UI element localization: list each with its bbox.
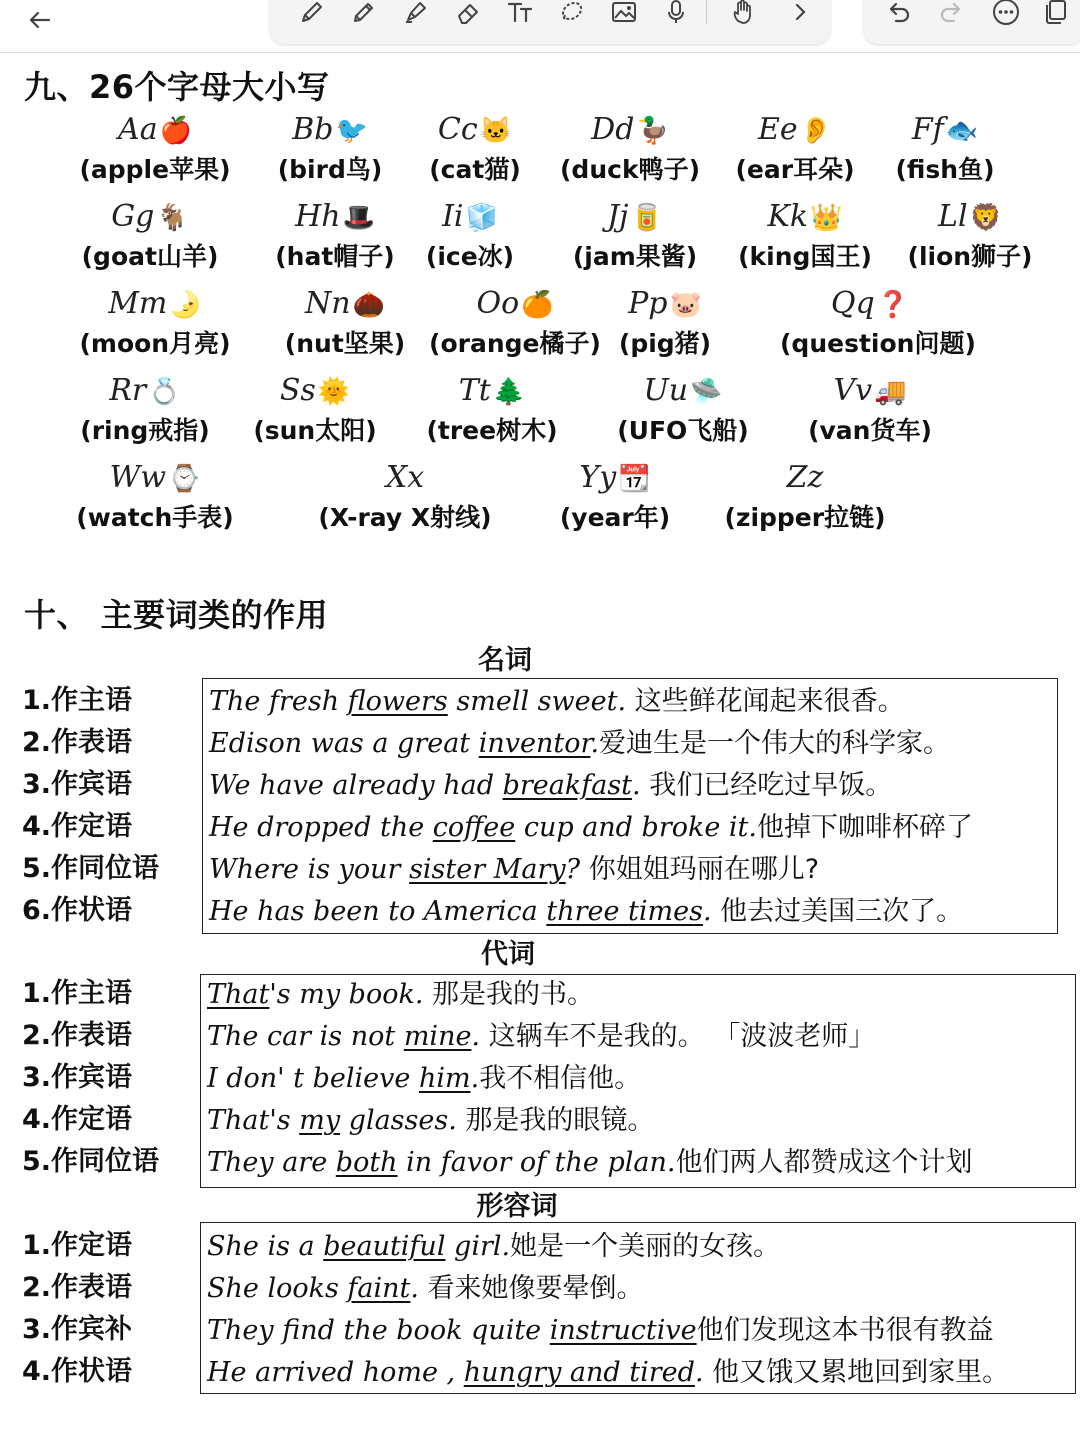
alphabet-item [65,110,245,190]
alphabet-item [315,458,495,538]
underlined-word: hungry and tired [463,1357,695,1388]
section10-title: 十、 主要词类的作用 [24,596,329,634]
alphabet-word: (hat帽子) [275,242,395,271]
emoji-icon: 🌞 [317,377,351,407]
alphabet-item [525,458,705,538]
example-sentence [209,681,905,723]
alphabet-word: (question问题) [780,329,976,358]
emoji-icon: 🌛 [169,290,202,320]
alphabet-letter [65,458,245,498]
sentence-text: He dropped the [209,812,433,843]
sentence-text: I don' t believe [207,1063,419,1094]
example-box [200,974,1076,1188]
alphabet-word: (goat山羊) [81,242,219,271]
underlined-word: instructive [549,1315,697,1346]
alphabet-item [880,197,1060,277]
sentence-text: . [471,1021,489,1052]
sentence-text: cup and broke it. [515,812,757,843]
sentence-text: glasses. [340,1105,466,1136]
example-sentence [207,1142,972,1184]
emoji-icon: 🦁 [969,203,1002,233]
alphabet-item [65,458,245,538]
alphabet-letter [65,284,245,324]
hand-icon[interactable] [724,0,764,30]
sentence-text: Edison was a great [209,728,479,759]
underlined-word: inventor [478,728,591,759]
sentence-text: The fresh [209,686,348,717]
role-label: 5.作同位语 [22,853,160,884]
alphabet-letter [315,458,495,498]
alphabet-word: (ice冰) [425,242,515,271]
alphabet-letter [715,197,895,237]
emoji-icon: 🐐 [156,203,189,233]
role-label: 4.作定语 [22,1104,133,1135]
alphabet-letter [715,458,895,498]
example-box [202,678,1058,934]
letter-pair: Vv [833,373,873,408]
letter-pair: Ee [757,112,798,147]
example-sentence [209,765,892,807]
emoji-icon: 🐱 [479,116,513,146]
emoji-icon: 🥫 [630,203,663,233]
alphabet-letter [60,197,240,237]
eraser-icon[interactable] [448,0,488,30]
chinese-translation: 这辆车不是我的。 「波波老师」 [488,1021,876,1052]
underlined-word: faint [347,1273,411,1304]
alphabet-word: (watch手表) [76,503,234,532]
alphabet-item [380,197,560,277]
example-sentence [207,1310,994,1352]
emoji-icon: 🧊 [465,203,498,233]
letter-pair: Kk [767,199,809,234]
alphabet-word: (moon月亮) [79,329,231,358]
role-label: 3.作宾补 [22,1314,133,1345]
underlined-word: both [335,1147,398,1178]
alphabet-item [402,371,582,451]
letter-pair: Yy [579,460,617,495]
underlined-word: mine [403,1021,472,1052]
alphabet-word: (year年) [559,503,671,532]
alphabet-item [60,197,240,277]
sentence-text: . [702,896,721,927]
letter-pair: Aa [118,112,158,147]
chinese-translation: 他们发现这本书很有教益 [696,1315,994,1346]
alphabet-item [593,371,773,451]
actions-pill [864,0,1080,44]
sentence-text: ? [565,854,589,885]
chinese-translation: 我们已经吃过早饭。 [649,770,893,801]
example-sentence [207,1352,1009,1394]
alphabet-word: (zipper拉链) [724,503,886,532]
letter-pair: Pp [628,286,668,321]
underlined-word: three times [546,896,703,927]
chinese-translation: 他们两人都赞成这个计划 [675,1147,973,1178]
emoji-icon: 🍊 [521,290,554,320]
sentence-text: . [470,1063,480,1094]
sentence-text: We have already had [209,770,503,801]
chinese-translation: 他掉下咖啡杯碎了 [756,812,973,843]
underlined-word: him [418,1063,471,1094]
sentence-text: They are [207,1147,336,1178]
underlined-word: beautiful [323,1231,446,1262]
alphabet-letter [855,110,1035,150]
letter-pair: Mm [108,286,168,321]
chinese-translation: 你姐姐玛丽在哪儿? [588,854,820,885]
emoji-icon: 🌰 [352,290,385,320]
lasso-icon[interactable] [552,0,592,30]
alphabet-word: (duck鸭子) [560,155,700,184]
alphabet-word: (king国王) [738,242,872,271]
alphabet-word: (X-ray X射线) [318,503,492,532]
alphabet-letter [380,197,560,237]
chinese-translation: 看来她像要晕倒。 [427,1273,644,1304]
sentence-text: smell sweet. [447,686,635,717]
alphabet-item [545,197,725,277]
letter-pair: Uu [643,373,689,408]
alphabet-word: (apple苹果) [79,155,231,184]
alphabet-word: (sun太阳) [253,416,377,445]
alphabet-item [540,110,720,190]
alphabet-word: (van货车) [808,416,932,445]
sentence-text: 's my book. [269,979,432,1010]
role-label: 6.作状语 [22,895,133,926]
example-sentence [207,1058,641,1100]
letter-pair: Tt [458,373,491,408]
letter-pair: Ss [279,373,316,408]
letter-pair: Bb [292,112,334,147]
example-box [200,1222,1076,1394]
example-sentence [207,974,594,1016]
emoji-icon: 👂 [799,116,833,146]
emoji-icon: 🦆 [636,116,669,146]
underlined-word: That [207,979,270,1010]
alphabet-letter [880,197,1060,237]
highlighter-icon[interactable] [396,0,436,30]
alphabet-letter [55,371,235,411]
emoji-icon: 🍎 [159,116,192,146]
chinese-translation: 这些鲜花闻起来很香。 [634,686,905,717]
sentence-text: She is a [207,1231,324,1262]
underlined-word: coffee [432,812,516,843]
role-label: 3.作宾语 [22,769,133,800]
letter-pair: Hh [295,199,341,234]
example-sentence [207,1226,780,1268]
alphabet-letter [575,284,755,324]
alphabet-letter [780,371,960,411]
role-label: 2.作表语 [22,1020,133,1051]
alphabet-item [780,371,960,451]
underlined-word: flowers [347,686,448,717]
example-sentence [207,1268,644,1310]
alphabet-word: (lion狮子) [907,242,1033,271]
sentence-text: . [632,770,650,801]
alphabet-item [255,284,435,364]
back-arrow-icon[interactable] [20,2,60,38]
redo-icon[interactable] [932,0,972,30]
chinese-translation: 他又饿又累地回到家里。 [712,1357,1010,1388]
chinese-translation: 他去过美国三次了。 [720,896,964,927]
example-sentence [209,849,819,891]
alphabet-word: (ear耳朵) [735,155,855,184]
alphabet-word: (pig猪) [618,329,712,358]
toolbar [0,0,1080,52]
chevron-right-icon[interactable] [780,0,820,30]
role-label: 3.作宾语 [22,1062,133,1093]
role-label: 2.作表语 [22,727,133,758]
sentence-text: girl. [445,1231,511,1262]
sentence-text: That's [207,1105,300,1136]
alphabet-letter [385,110,565,150]
sentence-text: . [590,728,600,759]
sentence-text: . [410,1273,428,1304]
sentence-text: She looks [207,1273,348,1304]
alphabet-letter [780,284,960,324]
sentence-text: . [694,1357,713,1388]
emoji-icon: ⌚ [168,464,201,494]
sentence-text: Where is your [209,854,410,885]
alphabet-word: (bird鸟) [277,155,383,184]
underlined-word: sister Mary [409,854,566,885]
pages-icon[interactable] [1036,0,1076,30]
emoji-icon: 🛸 [690,377,723,407]
letter-pair: Ll [938,199,968,234]
part-of-speech-heading: 代词 [481,939,535,970]
emoji-icon: 🚚 [874,377,907,407]
alphabet-item [575,284,755,364]
role-label: 1.作定语 [22,1230,133,1261]
emoji-icon: 💍 [148,377,181,407]
alphabet-item [855,110,1035,190]
chinese-translation: 那是我的眼镜。 [465,1105,655,1136]
alphabet-word: (fish鱼) [895,155,995,184]
letter-pair: Dd [591,112,635,147]
undo-icon[interactable] [878,0,918,30]
more-icon[interactable] [986,0,1026,30]
alphabet-word: (tree树木) [426,416,558,445]
letter-pair: Ww [109,460,167,495]
chinese-translation: 那是我的书。 [431,979,594,1010]
alphabet-word: (ring戒指) [80,416,210,445]
emoji-icon: 🌲 [492,377,526,407]
alphabet-item [65,284,245,364]
alphabet-item [55,371,235,451]
alphabet-letter [545,197,725,237]
alphabet-letter [225,371,405,411]
letter-pair: Nn [305,286,351,321]
alphabet-word: (jam果酱) [572,242,698,271]
letter-pair: Ii [442,199,464,234]
example-sentence [209,807,973,849]
emoji-icon: 📆 [618,464,651,494]
example-sentence [207,1100,654,1142]
alphabet-letter [525,458,705,498]
mic-icon[interactable] [656,0,696,30]
alphabet-letter [402,371,582,411]
role-label: 4.作定语 [22,811,133,842]
sentence-text: The car is not [207,1021,404,1052]
alphabet-item [715,197,895,277]
pen-icon[interactable] [292,0,332,30]
letter-pair: Oo [476,286,520,321]
alphabet-word: (nut坚果) [284,329,406,358]
alphabet-letter [540,110,720,150]
sentence-text: He arrived home , [207,1357,464,1388]
role-label: 4.作状语 [22,1356,133,1387]
example-sentence [209,723,950,765]
alphabet-letter [65,110,245,150]
letter-pair: Rr [109,373,147,408]
emoji-icon: 🐷 [669,290,702,320]
alphabet-letter [593,371,773,411]
letter-pair: Cc [437,112,478,147]
sentence-text: in favor of the plan. [397,1147,676,1178]
chinese-translation: 我不相信他。 [479,1063,642,1094]
letter-pair: Qq [830,286,875,321]
letter-pair: Jj [607,199,629,234]
sentence-text: They find the book quite [207,1315,550,1346]
alphabet-word: (UFO飞船) [617,416,749,445]
example-sentence [209,891,963,933]
sentence-text: He has been to America [209,896,547,927]
underlined-word: breakfast [502,770,633,801]
chinese-translation: 她是一个美丽的女孩。 [510,1231,781,1262]
alphabet-word: (cat猫) [429,155,521,184]
emoji-icon: ❓ [876,290,910,320]
role-label: 2.作表语 [22,1272,133,1303]
alphabet-word: (orange橘子) [429,329,601,358]
part-of-speech-heading: 名词 [478,645,532,676]
role-label: 1.作主语 [22,685,133,716]
toolbar-divider [0,52,1080,53]
emoji-icon: 👑 [810,203,843,233]
drawing-tools-pill [270,0,830,44]
alphabet-item [780,284,976,364]
alphabet-item [715,458,895,538]
alphabet-item [385,110,565,190]
text-icon[interactable] [500,0,540,30]
letter-pair: Ff [911,112,944,147]
letter-pair: Gg [111,199,155,234]
emoji-icon: 🐟 [945,116,979,146]
emoji-icon: 🐦 [335,116,368,146]
image-icon[interactable] [604,0,644,30]
letter-pair: Zz [786,460,824,495]
alphabet-item [225,371,405,451]
section9-title: 九、26个字母大小写 [24,68,330,106]
part-of-speech-heading: 形容词 [476,1191,558,1222]
emoji-icon: 🎩 [342,203,375,233]
role-label: 5.作同位语 [22,1146,160,1177]
example-sentence [207,1016,875,1058]
chinese-translation: 爱迪生是一个伟大的科学家。 [599,728,951,759]
alphabet-letter [255,284,435,324]
role-label: 1.作主语 [22,978,133,1009]
letter-pair: Xx [385,460,425,495]
underlined-word: my [299,1105,341,1136]
pencil-icon[interactable] [344,0,384,30]
